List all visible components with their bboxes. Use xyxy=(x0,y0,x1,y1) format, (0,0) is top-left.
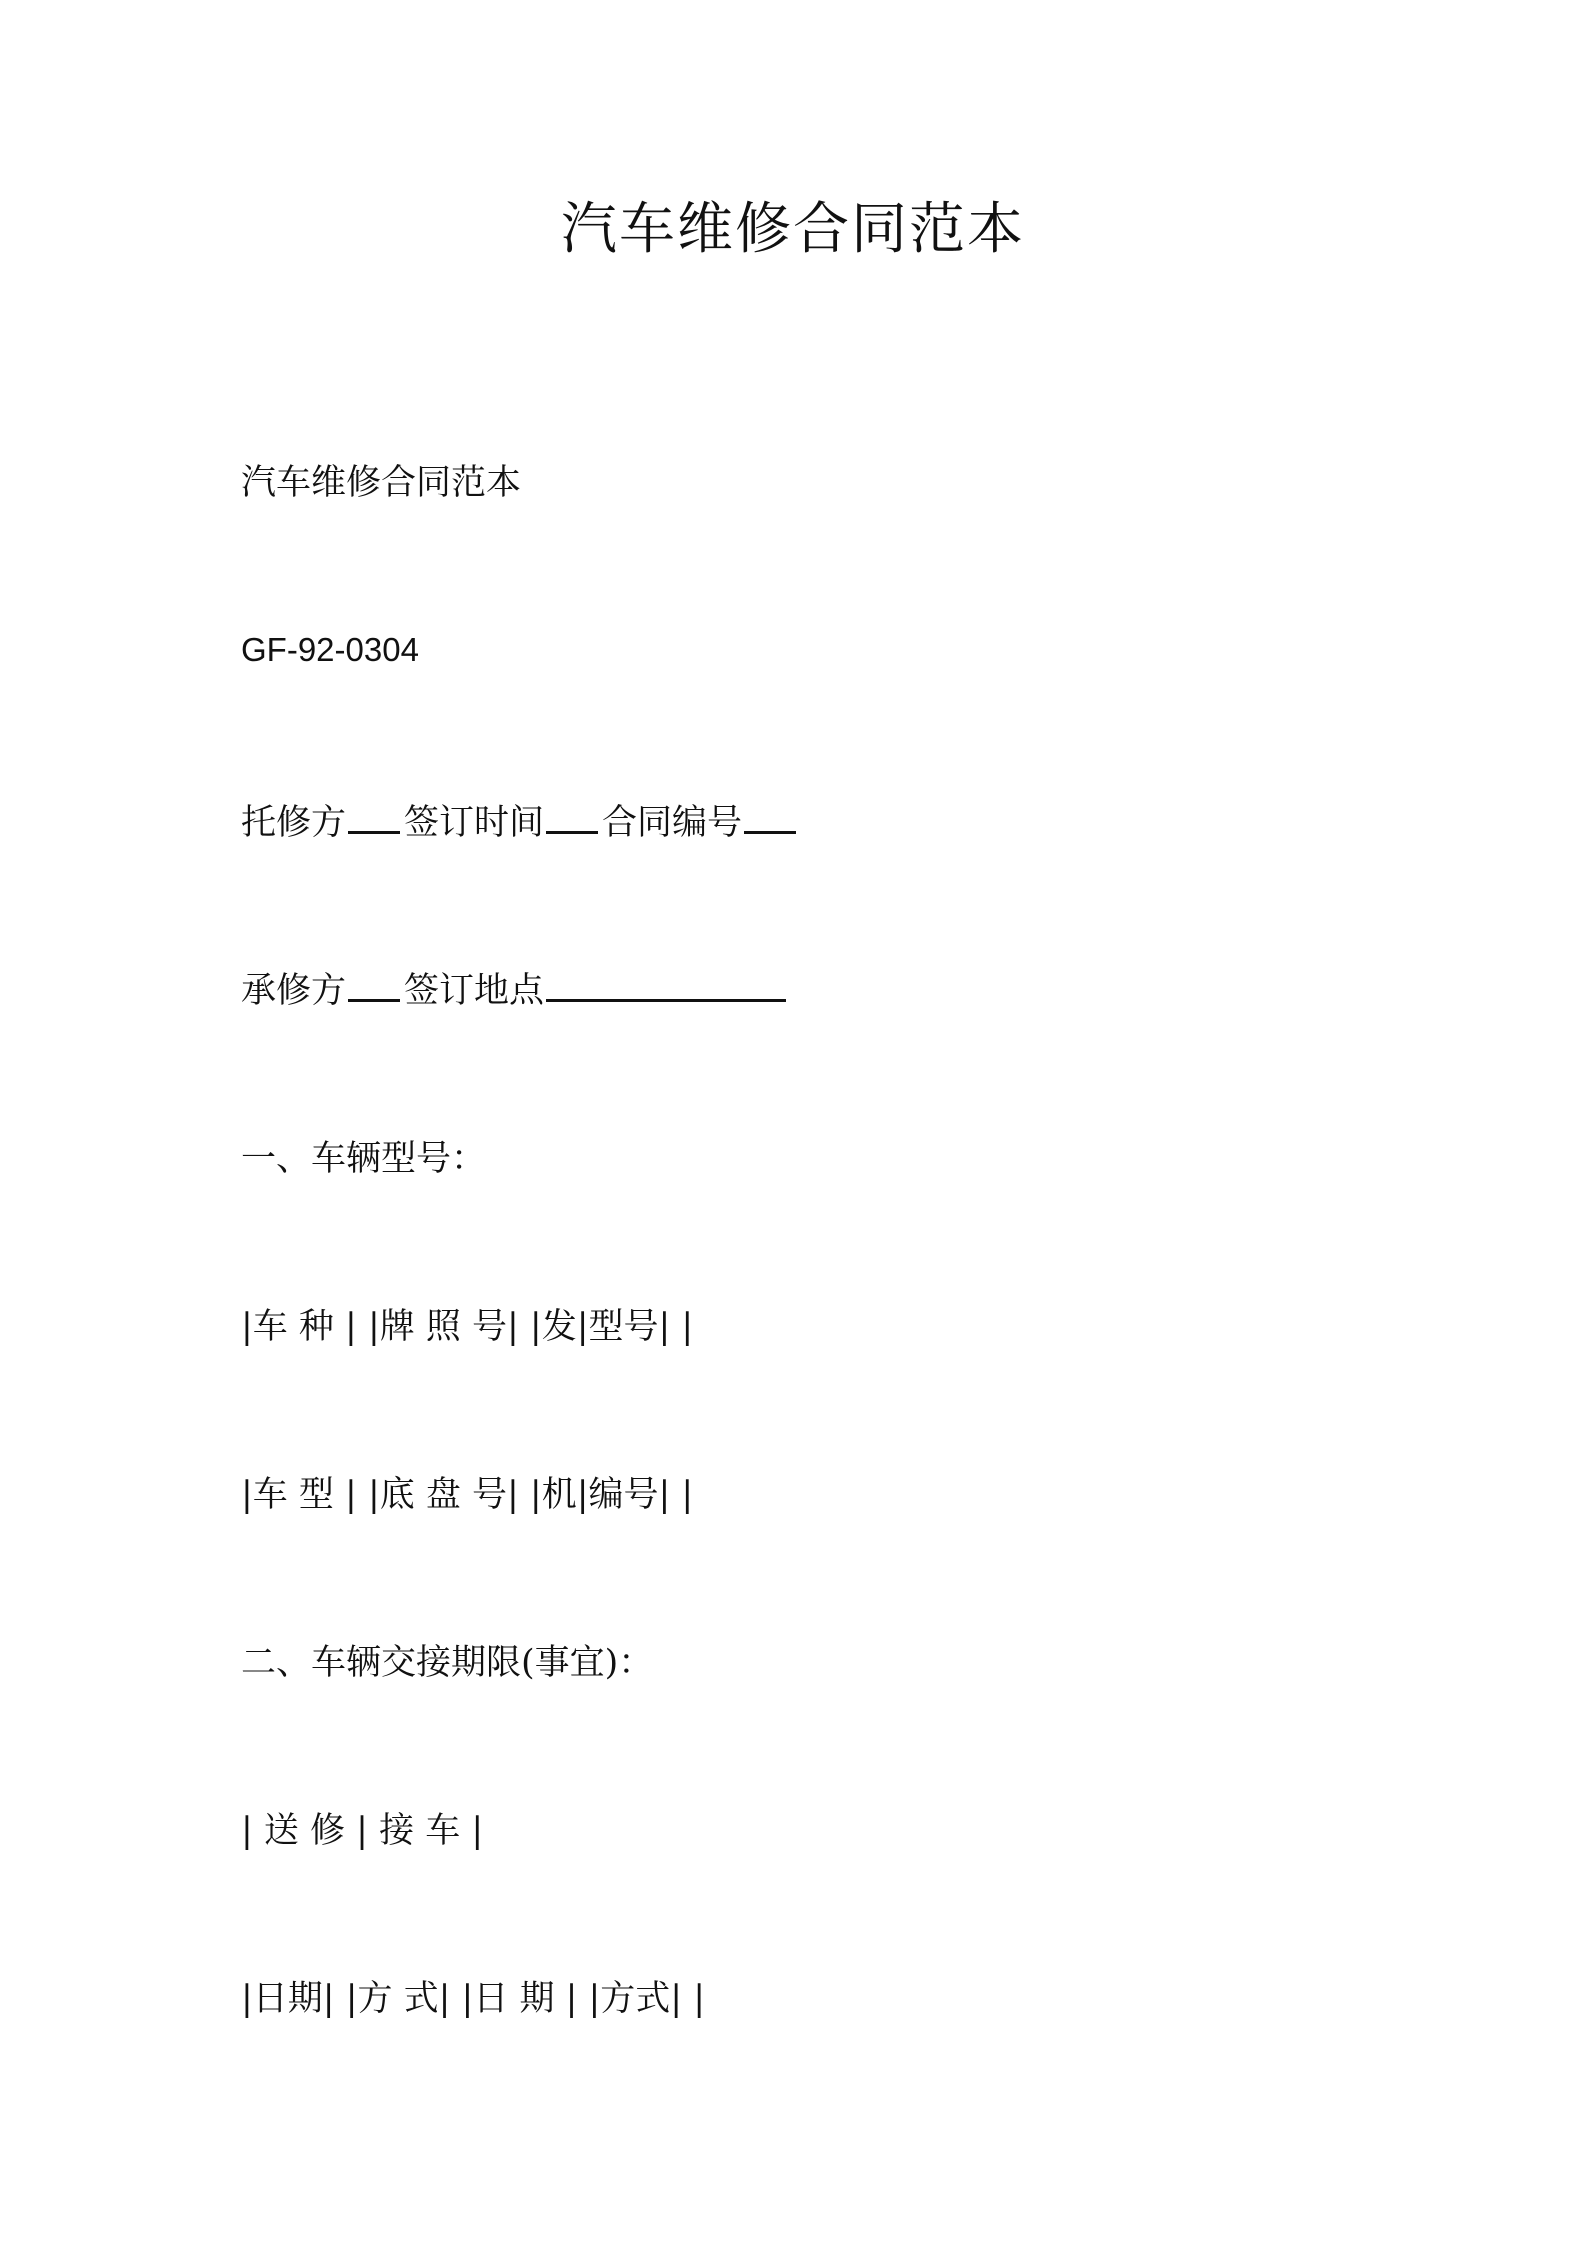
contract-number-label: 合同编号 xyxy=(602,803,743,843)
section-heading-handover: 二、车辆交接期限(事宜)： xyxy=(241,1643,654,1683)
document-title: 汽车维修合同范本 xyxy=(561,197,1025,262)
client-blank xyxy=(348,801,400,834)
section-heading-vehicle-model: 一、车辆型号： xyxy=(241,1139,487,1179)
handover-table-row-2: |日期| |方 式| |日 期 | |方式| | xyxy=(241,1979,706,2019)
sign-place-label: 签订地点 xyxy=(404,971,545,1011)
contractor-blank xyxy=(348,969,400,1002)
handover-table-row-1: | 送 修 | 接 车 | xyxy=(241,1811,484,1851)
vehicle-table-row-1: |车 种 | |牌 照 号| |发|型号| | xyxy=(241,1307,694,1347)
contract-code: GF-92-0304 xyxy=(241,631,419,668)
contractor-label: 承修方 xyxy=(241,971,347,1011)
client-label: 托修方 xyxy=(241,803,347,843)
sign-time-label: 签订时间 xyxy=(404,803,545,843)
party-line-contractor xyxy=(241,966,790,1016)
contract-number-blank xyxy=(744,801,796,834)
party-line-client xyxy=(241,798,800,848)
document-subtitle: 汽车维修合同范本 xyxy=(241,463,522,503)
sign-place-blank xyxy=(546,969,786,1002)
vehicle-table-row-2: |车 型 | |底 盘 号| |机|编号| | xyxy=(241,1475,694,1515)
sign-time-blank xyxy=(546,801,598,834)
